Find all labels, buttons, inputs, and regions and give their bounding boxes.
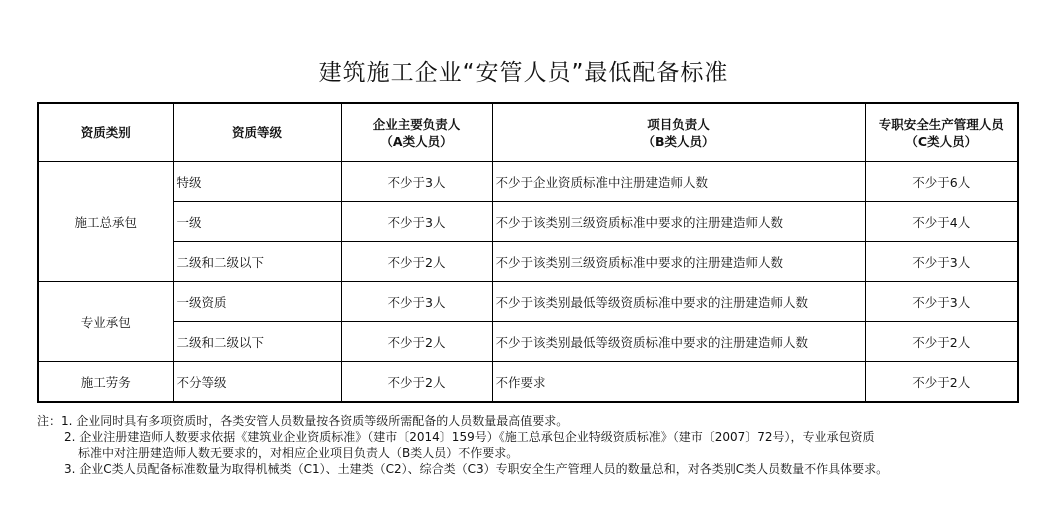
class-b-cell: 不少于该类别最低等级资质标准中要求的注册建造师人数 (492, 282, 865, 322)
header-class-c (865, 103, 1018, 162)
grade-cell: 二级和二级以下 (173, 322, 341, 362)
header-class-a-title: 企业主要负责人 (372, 116, 461, 132)
grade-cell: 一级资质 (173, 282, 341, 322)
class-c-cell: 不少于4人 (865, 202, 1018, 242)
class-b-cell: 不少于企业资质标准中注册建造师人数 (492, 162, 865, 202)
note-2: 2. 企业注册建造师人数要求依据《建筑业企业资质标准》（建市〔2014〕159号）《施工总承包企业特级资质标准》（建市〔2007〕72号），专业承包资质 (64, 430, 875, 444)
class-a-cell: 不少于3人 (341, 202, 492, 242)
class-c-cell: 不少于6人 (865, 162, 1018, 202)
class-b-cell: 不少于该类别三级资质标准中要求的注册建造师人数 (492, 242, 865, 282)
table-row (38, 242, 1018, 282)
header-class-c-title: 专职安全生产管理人员 (878, 116, 1004, 132)
grade-cell: 不分等级 (173, 362, 341, 403)
header-class-b-subtitle: （B类人员） (642, 133, 715, 149)
note-2-continued: 标准中对注册建造师人数无要求的，对相应企业项目负责人（B类人员）不作要求。 (78, 446, 519, 460)
category-cell: 施工总承包 (38, 162, 173, 282)
class-c-cell: 不少于3人 (865, 242, 1018, 282)
grade-cell: 二级和二级以下 (173, 242, 341, 282)
class-a-cell: 不少于3人 (341, 282, 492, 322)
class-c-cell: 不少于2人 (865, 362, 1018, 403)
category-cell: 专业承包 (38, 282, 173, 362)
class-a-cell: 不少于3人 (341, 162, 492, 202)
category-cell: 施工劳务 (38, 362, 173, 403)
class-a-cell: 不少于2人 (341, 362, 492, 403)
table-row (38, 362, 1018, 403)
table-row (38, 162, 1018, 202)
class-b-cell: 不少于该类别三级资质标准中要求的注册建造师人数 (492, 202, 865, 242)
table-row (38, 282, 1018, 322)
class-b-cell: 不少于该类别最低等级资质标准中要求的注册建造师人数 (492, 322, 865, 362)
class-a-cell: 不少于2人 (341, 242, 492, 282)
grade-cell: 特级 (173, 162, 341, 202)
header-class-c-subtitle: （C类人员） (905, 133, 978, 149)
header-class-a-subtitle: （A类人员） (380, 133, 453, 149)
header-class-a (341, 103, 492, 162)
staffing-standard-table (37, 102, 1019, 403)
note-3: 3. 企业C类人员配备标准数量为取得机械类（C1）、土建类（C2）、综合类（C3）专职安全生产管理人员的数量总和，对各类别C类人员数量不作具体要求。 (64, 462, 889, 476)
header-class-b (492, 103, 865, 162)
header-class-b-title: 项目负责人 (647, 116, 710, 132)
class-c-cell: 不少于3人 (865, 282, 1018, 322)
table-row (38, 202, 1018, 242)
class-b-cell: 不作要求 (492, 362, 865, 403)
note-1: 注：1. 企业同时具有多项资质时，各类安管人员数量按各资质等级所需配备的人员数量最高值要求。 (37, 414, 569, 428)
table-header-row (38, 103, 1018, 162)
page-title: 建筑施工企业“安管人员”最低配备标准 (318, 60, 729, 86)
notes-section (37, 413, 1027, 477)
table-row (38, 322, 1018, 362)
grade-cell: 一级 (173, 202, 341, 242)
header-grade: 资质等级 (173, 103, 341, 162)
class-c-cell: 不少于2人 (865, 322, 1018, 362)
class-a-cell: 不少于2人 (341, 322, 492, 362)
header-category: 资质类别 (38, 103, 173, 162)
